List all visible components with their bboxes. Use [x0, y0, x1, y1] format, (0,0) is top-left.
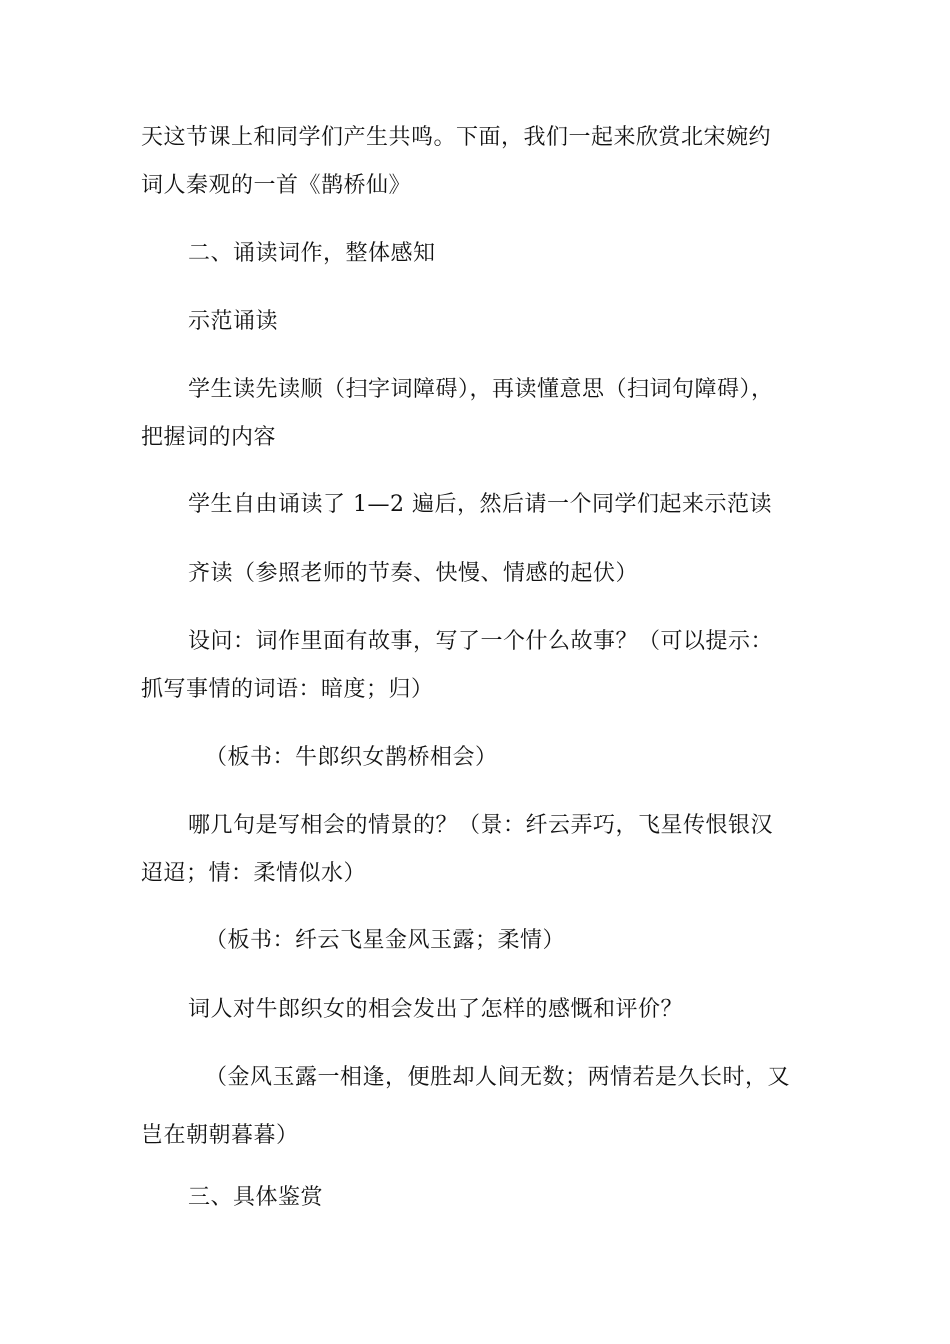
text-line: （金风玉露一相逢，便胜却人间无数；两情若是久长时，又	[205, 1065, 791, 1090]
text-line: 天这节课上和同学们产生共鸣。下面，我们一起来欣赏北宋婉约	[141, 125, 772, 150]
text-line: 学生读先读顺（扫字词障碍），再读懂意思（扫词句障碍），	[188, 377, 774, 402]
text-line: 齐读（参照老师的节奏、快慢、情感的起伏）	[188, 561, 639, 586]
text-line: 迢迢；情：柔情似水）	[141, 861, 367, 886]
text-line: 岂在朝朝暮暮）	[141, 1123, 299, 1148]
text-line: 词人秦观的一首《鹊桥仙》	[141, 173, 412, 198]
text-line: 抓写事情的词语：暗度；归）	[141, 677, 434, 702]
board-note: （板书：纤云飞星金风玉露；柔情）	[205, 928, 566, 953]
text-line: 学生自由诵读了 1—2 遍后，然后请一个同学们起来示范读	[188, 492, 772, 517]
text-line: 设问：词作里面有故事，写了一个什么故事？（可以提示：	[188, 629, 774, 654]
text-line: 示范诵读	[188, 309, 279, 334]
board-note: （板书：牛郎织女鹊桥相会）	[205, 745, 498, 770]
section-heading: 三、具体鉴赏	[188, 1185, 324, 1210]
text-line: 把握词的内容	[141, 425, 277, 450]
text-line: 哪几句是写相会的情景的？（景：纤云弄巧，飞星传恨银汉	[188, 813, 774, 838]
section-heading: 二、诵读词作，整体感知	[188, 241, 436, 266]
text-line: 词人对牛郎织女的相会发出了怎样的感慨和评价？	[188, 997, 684, 1022]
